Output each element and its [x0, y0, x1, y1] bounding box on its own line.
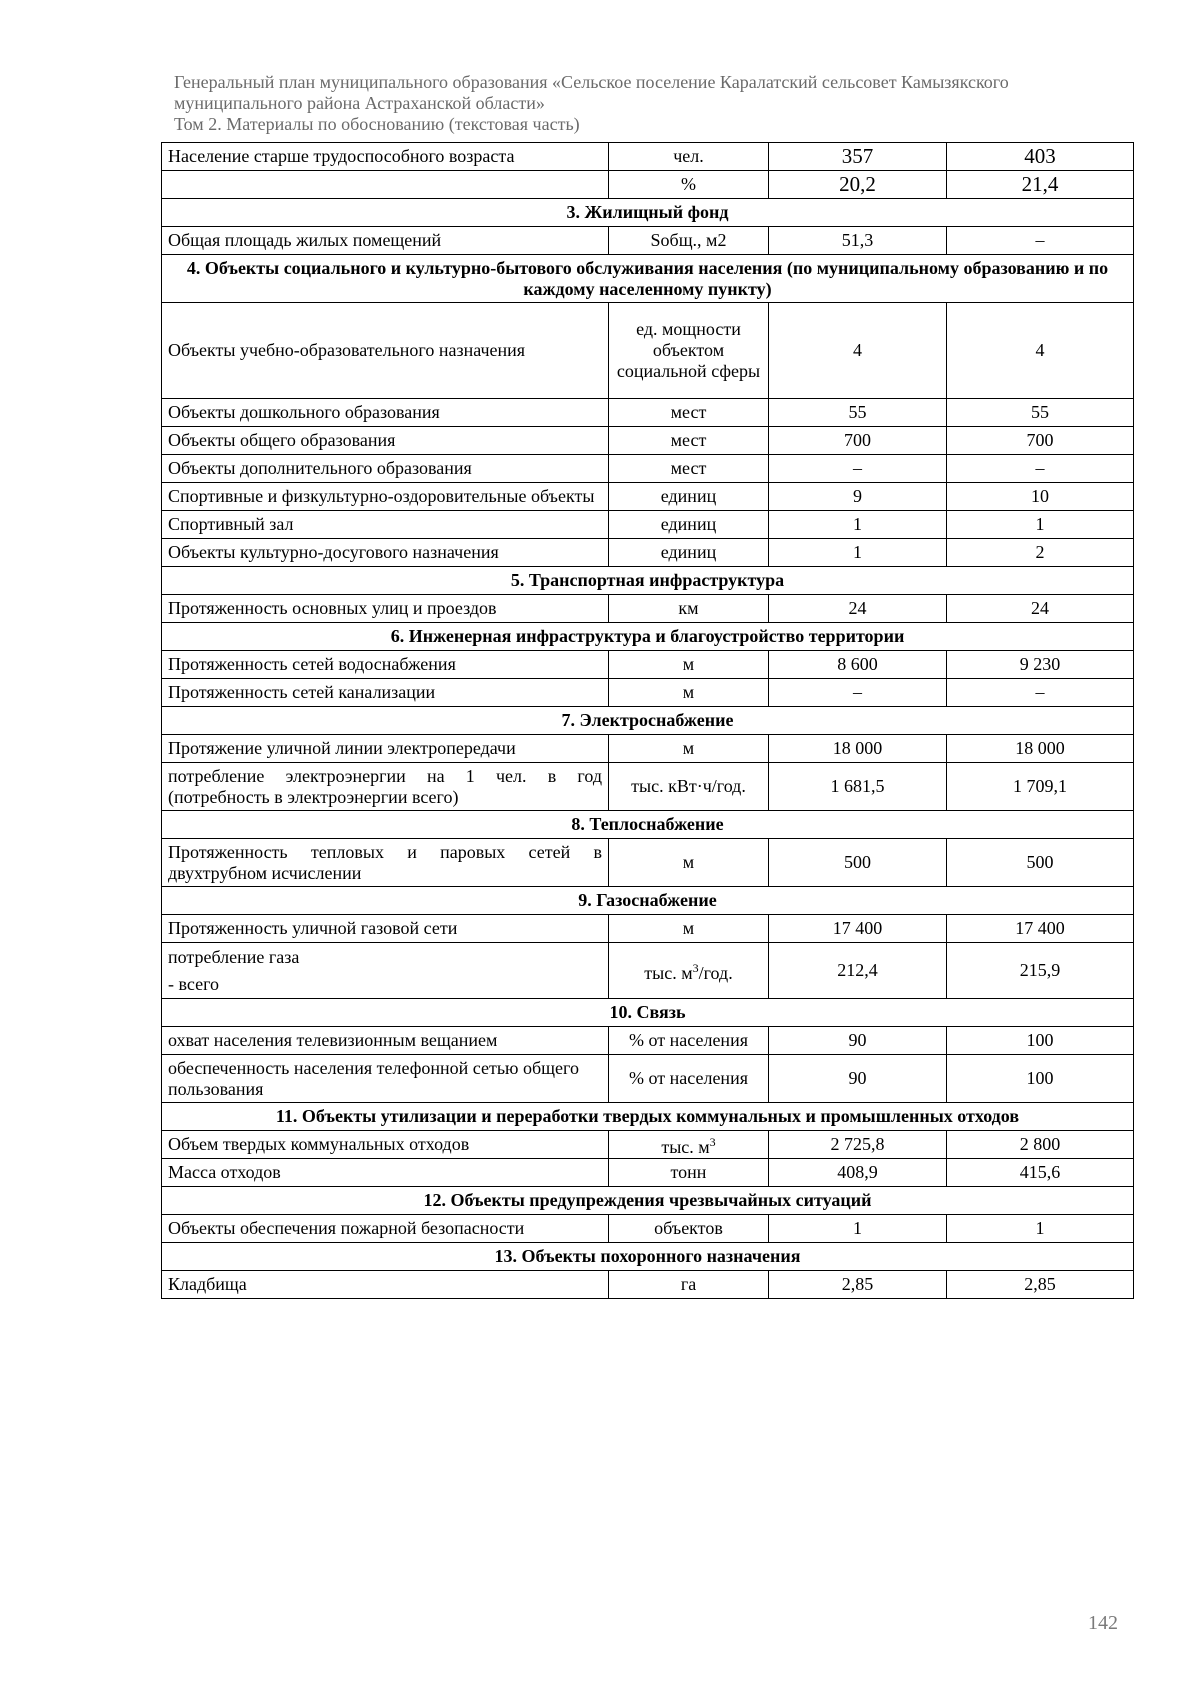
indicator-name-cell: потребление электроэнергии на 1 чел. в год (потребность в электроэнергии всего)	[162, 763, 609, 811]
unit-suffix: /год.	[698, 962, 733, 983]
value-cell-2: 1	[947, 1215, 1134, 1243]
unit-cell: га	[609, 1271, 769, 1299]
unit-cell: мест	[609, 399, 769, 427]
unit-cell	[609, 943, 769, 999]
section-row	[162, 199, 1134, 227]
section-title: 10. Связь	[162, 999, 1134, 1027]
unit-cell	[609, 1131, 769, 1159]
unit-cell: тыс. кВт·ч/год.	[609, 763, 769, 811]
header-line-1: Генеральный план муниципального образования «Сельское поселение Каралатский сельсовет Камызякского	[174, 72, 1009, 92]
section-title: 7. Электроснабжение	[162, 707, 1134, 735]
indicator-name-cell: Объекты обеспечения пожарной безопасности	[162, 1215, 609, 1243]
value-cell-1: 90	[769, 1055, 947, 1103]
value-cell-1: 9	[769, 483, 947, 511]
table-row	[162, 427, 1134, 455]
value-cell-2: 403	[947, 143, 1134, 171]
value-cell-2: 415,6	[947, 1159, 1134, 1187]
indicator-name-cell: Объекты культурно-досугового назначения	[162, 539, 609, 567]
unit-superscript: 3	[709, 1134, 716, 1149]
unit-cell: ед. мощности объектом социальной сферы	[609, 303, 769, 399]
value-cell-1: 357	[769, 143, 947, 171]
indicators-table	[161, 142, 1134, 1299]
value-cell-2: 1 709,1	[947, 763, 1134, 811]
indicator-name-cell: Протяженность сетей канализации	[162, 679, 609, 707]
indicator-name-cell: Объекты общего образования	[162, 427, 609, 455]
value-cell-2: 4	[947, 303, 1134, 399]
value-cell-1: –	[769, 455, 947, 483]
indicator-name-cell: Кладбища	[162, 1271, 609, 1299]
indicator-name-cell: Население старше трудоспособного возраста	[162, 143, 609, 171]
table-row	[162, 943, 1134, 999]
value-cell-2: –	[947, 227, 1134, 255]
value-cell-2: –	[947, 679, 1134, 707]
indicators-table-body	[162, 143, 1134, 1299]
indicator-name-cell: Объекты учебно-образовательного назначения	[162, 303, 609, 399]
value-cell-2: 2	[947, 539, 1134, 567]
section-title: 5. Транспортная инфраструктура	[162, 567, 1134, 595]
section-row	[162, 707, 1134, 735]
section-title: 12. Объекты предупреждения чрезвычайных ситуаций	[162, 1187, 1134, 1215]
indicator-name-cell: Протяжение уличной линии электропередачи	[162, 735, 609, 763]
table-row	[162, 595, 1134, 623]
table-row	[162, 1215, 1134, 1243]
unit-superscript: 3	[692, 960, 699, 975]
indicator-name-cell: обеспеченность населения телефонной сетью общего пользования	[162, 1055, 609, 1103]
value-cell-1: 17 400	[769, 915, 947, 943]
table-row	[162, 483, 1134, 511]
unit-cell: чел.	[609, 143, 769, 171]
value-cell-2: 700	[947, 427, 1134, 455]
unit-text: тыс. м	[661, 1136, 710, 1157]
indicator-name-cell: Спортивный зал	[162, 511, 609, 539]
table-row	[162, 735, 1134, 763]
table-row	[162, 1271, 1134, 1299]
value-cell-1: 90	[769, 1027, 947, 1055]
value-cell-2: 100	[947, 1055, 1134, 1103]
value-cell-1: 408,9	[769, 1159, 947, 1187]
indicator-name-cell: Объекты дошкольного образования	[162, 399, 609, 427]
indicator-name-cell: Спортивные и физкультурно-оздоровительные объекты	[162, 483, 609, 511]
section-row	[162, 1243, 1134, 1271]
value-cell-1: 24	[769, 595, 947, 623]
unit-cell: % от населения	[609, 1027, 769, 1055]
table-row	[162, 1159, 1134, 1187]
indicator-name: потребление газа	[168, 946, 300, 967]
value-cell-1: 1	[769, 511, 947, 539]
table-row	[162, 303, 1134, 399]
table-row	[162, 679, 1134, 707]
indicator-name-cell	[162, 943, 609, 999]
indicator-name-cell	[162, 171, 609, 199]
value-cell-2: 24	[947, 595, 1134, 623]
value-cell-1: 212,4	[769, 943, 947, 999]
page-number: 142	[1088, 1612, 1118, 1634]
value-cell-2: 55	[947, 399, 1134, 427]
section-row	[162, 255, 1134, 303]
section-row	[162, 1187, 1134, 1215]
table-row	[162, 511, 1134, 539]
value-cell-1: 1	[769, 539, 947, 567]
table-row	[162, 763, 1134, 811]
section-row	[162, 999, 1134, 1027]
section-title: 6. Инженерная инфраструктура и благоустройство территории	[162, 623, 1134, 651]
header-line-3: Том 2. Материалы по обоснованию (текстовая часть)	[174, 114, 580, 134]
value-cell-1: 1	[769, 1215, 947, 1243]
unit-cell: объектов	[609, 1215, 769, 1243]
value-cell-2: 2 800	[947, 1131, 1134, 1159]
unit-cell: тонн	[609, 1159, 769, 1187]
section-title: 9. Газоснабжение	[162, 887, 1134, 915]
unit-cell: мест	[609, 427, 769, 455]
unit-cell: %	[609, 171, 769, 199]
table-row	[162, 171, 1134, 199]
indicator-name-cell: Протяженность уличной газовой сети	[162, 915, 609, 943]
table-row	[162, 143, 1134, 171]
indicator-name-cell: Общая площадь жилых помещений	[162, 227, 609, 255]
value-cell-2: –	[947, 455, 1134, 483]
unit-cell: % от населения	[609, 1055, 769, 1103]
table-row	[162, 399, 1134, 427]
unit-cell: единиц	[609, 511, 769, 539]
table-row	[162, 1027, 1134, 1055]
unit-cell: Sобщ., м2	[609, 227, 769, 255]
unit-cell: мест	[609, 455, 769, 483]
value-cell-2: 2,85	[947, 1271, 1134, 1299]
value-cell-1: 20,2	[769, 171, 947, 199]
value-cell-2: 21,4	[947, 171, 1134, 199]
value-cell-2: 9 230	[947, 651, 1134, 679]
indicator-name-suffix: - всего	[168, 973, 220, 994]
value-cell-2: 17 400	[947, 915, 1134, 943]
indicator-name-cell: Протяженность тепловых и паровых сетей в двухтрубном исчислении	[162, 839, 609, 887]
indicator-name-cell: Протяженность основных улиц и проездов	[162, 595, 609, 623]
table-row	[162, 539, 1134, 567]
indicator-name-cell: Объем твердых коммунальных отходов	[162, 1131, 609, 1159]
table-row	[162, 651, 1134, 679]
value-cell-1: 8 600	[769, 651, 947, 679]
value-cell-1: 2 725,8	[769, 1131, 947, 1159]
unit-cell: м	[609, 679, 769, 707]
table-row	[162, 1055, 1134, 1103]
value-cell-2: 1	[947, 511, 1134, 539]
section-row	[162, 1103, 1134, 1131]
value-cell-2: 100	[947, 1027, 1134, 1055]
value-cell-1: 2,85	[769, 1271, 947, 1299]
section-row	[162, 887, 1134, 915]
value-cell-1: 55	[769, 399, 947, 427]
unit-cell: единиц	[609, 539, 769, 567]
document-header	[174, 72, 1134, 135]
unit-cell: м	[609, 735, 769, 763]
section-title: 13. Объекты похоронного назначения	[162, 1243, 1134, 1271]
table-row	[162, 1131, 1134, 1159]
indicator-name-cell: охват населения телевизионным вещанием	[162, 1027, 609, 1055]
section-row	[162, 623, 1134, 651]
header-line-2: муниципального района Астраханской области»	[174, 93, 545, 113]
table-row	[162, 915, 1134, 943]
section-title: 8. Теплоснабжение	[162, 811, 1134, 839]
value-cell-1: 51,3	[769, 227, 947, 255]
section-row	[162, 811, 1134, 839]
value-cell-1: 1 681,5	[769, 763, 947, 811]
value-cell-2: 18 000	[947, 735, 1134, 763]
value-cell-2: 215,9	[947, 943, 1134, 999]
table-row	[162, 455, 1134, 483]
indicator-name-cell: Масса отходов	[162, 1159, 609, 1187]
section-title: 3. Жилищный фонд	[162, 199, 1134, 227]
value-cell-1: 500	[769, 839, 947, 887]
section-title: 4. Объекты социального и культурно-бытового обслуживания населения (по муниципальному образованию и по каждому населенному пункту)	[162, 255, 1134, 303]
value-cell-1: 4	[769, 303, 947, 399]
indicator-name-cell: Протяженность сетей водоснабжения	[162, 651, 609, 679]
value-cell-2: 500	[947, 839, 1134, 887]
value-cell-1: –	[769, 679, 947, 707]
value-cell-1: 700	[769, 427, 947, 455]
value-cell-2: 10	[947, 483, 1134, 511]
unit-cell: м	[609, 915, 769, 943]
section-title: 11. Объекты утилизации и переработки твердых коммунальных и промышленных отходов	[162, 1103, 1134, 1131]
unit-cell: единиц	[609, 483, 769, 511]
table-row	[162, 839, 1134, 887]
unit-cell: км	[609, 595, 769, 623]
unit-text: тыс. м	[644, 962, 693, 983]
unit-cell: м	[609, 839, 769, 887]
unit-cell: м	[609, 651, 769, 679]
indicator-name-cell: Объекты дополнительного образования	[162, 455, 609, 483]
value-cell-1: 18 000	[769, 735, 947, 763]
section-row	[162, 567, 1134, 595]
table-row	[162, 227, 1134, 255]
